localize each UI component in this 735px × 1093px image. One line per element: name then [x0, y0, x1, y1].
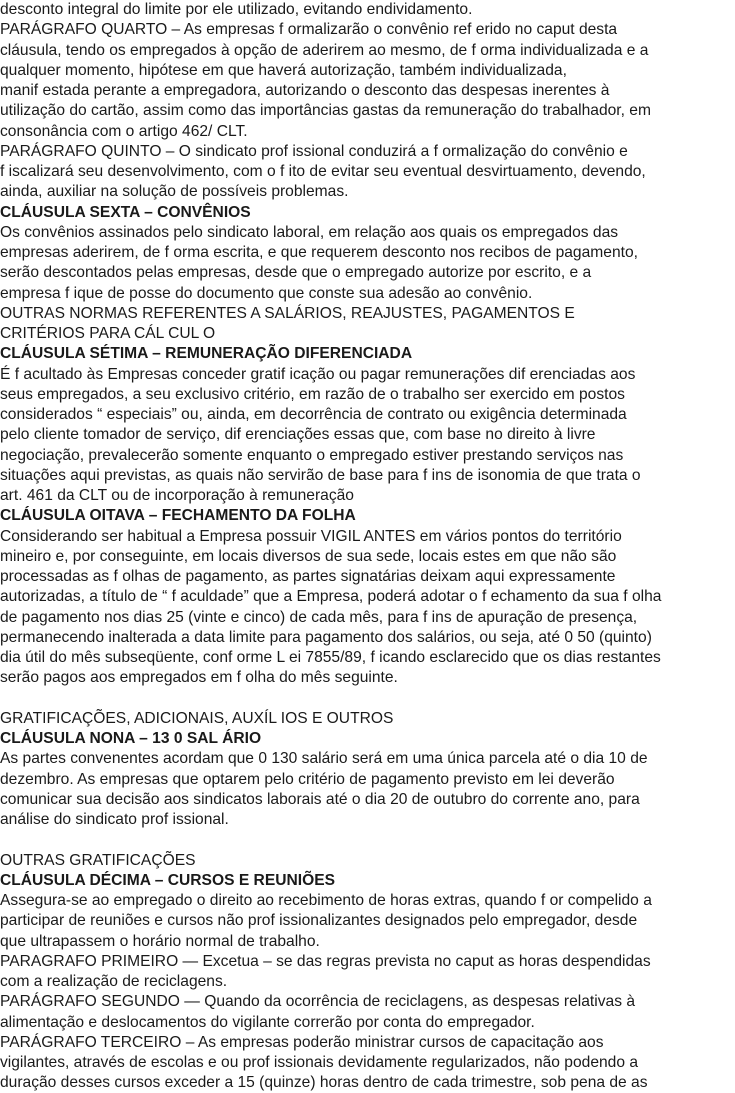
text-line: GRATIFICAÇÕES, ADICIONAIS, AUXÍL IOS E OUTROS — [0, 709, 394, 727]
clause-heading: CLÁUSULA DÉCIMA – CURSOS E REUNIÕES — [0, 871, 336, 889]
text-line: empresa f ique de posse do documento que conste sua adesão ao convênio. — [0, 284, 533, 302]
text-line: CRITÉRIOS PARA CÁL CUL O — [0, 325, 216, 342]
text-line: consonância com o artigo 462/ CLT. — [0, 122, 248, 140]
text-line: É f acultado às Empresas conceder gratif icação ou pagar remunerações dif erenciadas aos — [0, 365, 636, 383]
text-line: OUTRAS NORMAS REFERENTES A SALÁRIOS, REAJUSTES, PAGAMENTOS E — [0, 304, 575, 322]
text-line: serão descontados pelas empresas, desde que o empregado autorize por escrito, e a — [0, 264, 592, 282]
text-line: dezembro. As empresas que optarem pelo critério de pagamento previsto em lei deverão — [0, 770, 615, 788]
clause-heading: CLÁUSULA SEXTA – CONVÊNIOS — [0, 203, 251, 221]
text-line: desconto integral do limite por ele utilizado, evitando endividamento. — [0, 1, 473, 18]
clause-heading: CLÁUSULA OITAVA – FECHAMENTO DA FOLHA — [0, 507, 356, 525]
text-line: Os convênios assinados pelo sindicato laboral, em relação aos quais os empregados das — [0, 223, 619, 241]
text-line: vigilantes, através de escolas e ou prof issionais devidamente regularizados, não podendo a — [0, 1054, 639, 1071]
text-line: pelo cliente tomador de serviço, dif erenciações essas que, com base no direito à livre — [0, 426, 596, 444]
text-line: Considerando ser habitual a Empresa possuir VIGIL ANTES em vários pontos do território — [0, 527, 622, 545]
text-line: PARAGRAFO PRIMEIRO — Excetua – se das regras prevista no caput as horas despendidas — [0, 952, 651, 970]
text-line: análise do sindicato prof issional. — [0, 811, 229, 828]
text-line: cláusula, tendo os empregados à opção de aderirem ao mesmo, de f orma individualizada e a — [0, 41, 649, 59]
text-line: ainda, auxiliar na solução de possíveis problemas. — [0, 183, 349, 201]
text-line: participar de reuniões e cursos não prof issionalizantes designados pelo empregador, desde — [0, 912, 638, 930]
text-line: PARÁGRAFO QUARTO – As empresas f ormalizarão o convênio ref erido no caput desta — [0, 21, 618, 39]
text-line: comunicar sua decisão aos sindicatos laborais até o dia 20 de outubro do corrente ano, para — [0, 790, 640, 808]
text-line: Assegura-se ao empregado o direito ao recebimento de horas extras, quando f or compelido a — [0, 892, 652, 909]
text-line: PARÁGRAFO TERCEIRO – As empresas poderão ministrar cursos de capacitação aos — [0, 1033, 604, 1051]
text-line: com a realização de reciclagens. — [0, 973, 228, 990]
text-line: art. 461 da CLT ou de incorporação à remuneração — [0, 487, 354, 504]
text-line: negociação, prevalecerão somente enquanto o empregado estiver prestando serviços nas — [0, 446, 624, 464]
text-line: duração desses cursos exceder a 15 (quinze) horas dentro de cada trimestre, sob pena de as — [0, 1074, 648, 1092]
text-line: OUTRAS GRATIFICAÇÕES — [0, 851, 196, 869]
clause-heading: CLÁUSULA SÉTIMA – REMUNERAÇÃO DIFERENCIADA — [0, 345, 413, 363]
text-line: permanecendo inalterada a data limite para pagamento dos salários, ou seja, até 0 50 (quinto) — [0, 628, 652, 646]
text-line: PARÁGRAFO SEGUNDO — Quando da ocorrência de reciclagens, as despesas relativas à — [0, 993, 636, 1011]
text-line: situações aqui previstas, as quais não servirão de base para f ins de isonomia de que trata o — [0, 466, 641, 484]
text-line: mineiro e, por conseguinte, em locais diversos de sua sede, locais estes em que não são — [0, 547, 617, 565]
text-line: manif estada perante a empregadora, autorizando o desconto das despesas inerentes à — [0, 82, 610, 99]
text-line: considerados “ especiais” ou, ainda, em decorrência de contrato ou exigência determinada — [0, 406, 627, 423]
text-line: processadas as f olhas de pagamento, as partes signatárias deixam aqui expressamente — [0, 568, 616, 585]
text-line: seus empregados, a seu exclusivo critério, em razão de o trabalho ser exercido em postos — [0, 385, 625, 403]
text-line: dia útil do mês subseqüente, conf orme L ei 7855/89, f icando esclarecido que os dias restantes — [0, 649, 661, 666]
clause-heading: CLÁUSULA NONA – 13 0 SAL ÁRIO — [0, 730, 262, 747]
text-line: empresas aderirem, de f orma escrita, e que requerem desconto nos recibos de pagamento, — [0, 244, 638, 261]
text-line: serão pagos aos empregados em f olha do mês seguinte. — [0, 669, 398, 687]
text-line: utilização do cartão, assim como das importâncias gastas da remuneração do trabalhador, em — [0, 102, 651, 120]
text-line: autorizadas, a título de “ f aculdade” que a Empresa, poderá adotar o f echamento da sua f olha — [0, 588, 662, 606]
text-line: qualquer momento, hipótese em que haverá autorização, também individualizada, — [0, 61, 567, 79]
text-line: de pagamento nos dias 25 (vinte e cinco) de cada mês, para f ins de apuração de presença, — [0, 608, 638, 626]
text-line: que ultrapassem o horário normal de trabalho. — [0, 932, 320, 950]
text-line: PARÁGRAFO QUINTO – O sindicato prof issional conduzirá a f ormalização do convênio e — [0, 142, 628, 160]
text-line: f iscalizará seu desenvolvimento, com o f ito de evitar seu eventual desvirtuamento, devendo, — [0, 163, 646, 180]
text-line: alimentação e deslocamentos do vigilante correrão por conta do empregador. — [0, 1013, 535, 1031]
text-line: As partes convenentes acordam que 0 130 salário será em uma única parcela até o dia 10 de — [0, 750, 648, 768]
